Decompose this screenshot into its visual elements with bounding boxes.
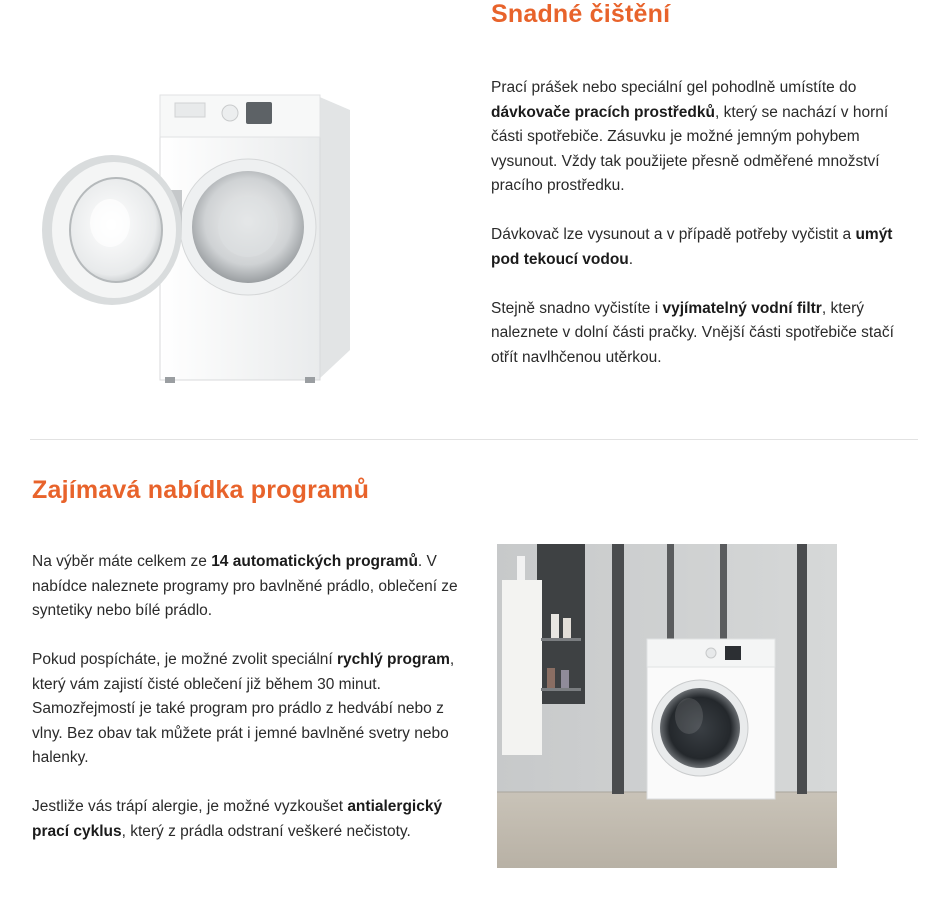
section-body xyxy=(32,550,470,869)
section-title: Zajímavá nabídka programů xyxy=(32,476,370,504)
section-title: Snadné čištění xyxy=(491,0,671,28)
easy-cleaning-section xyxy=(0,0,939,440)
paragraph: Pokud pospícháte, je možné zvolit speciální rychlý program, který vám zajistí čisté oblečení již během 30 minut. Samozřejmostí je také program pro prádlo z hedvábí nebo z vlny. Bez obav tak můžete prát i jemné bavlněné svetry nebo halenky. xyxy=(32,651,455,766)
paragraph: Dávkovač lze vysunout a v případě potřeby vyčistit a umýt pod tekoucí vodou. xyxy=(491,226,893,268)
washing-machine-room-image xyxy=(497,544,837,868)
paragraph: Na výběr máte celkem ze 14 automatických programů. V nabídce naleznete programy pro bavlněné prádlo, oblečení ze syntetiky nebo bílé prádlo. xyxy=(32,553,458,619)
paragraph: Stejně snadno vyčistíte i vyjímatelný vodní filtr, který naleznete v dolní části pračky. Vnější části spotřebiče stačí otřít navlhčenou utěrkou. xyxy=(491,299,894,366)
paragraph: Jestliže vás trápí alergie, je možné vyzkoušet antialergický prací cyklus, který z prádla odstraní veškeré nečistoty. xyxy=(32,798,443,840)
paragraph: Prací prášek nebo speciální gel pohodlně umístíte do dávkovače pracích prostředků, který se nachází v horní části spotřebiče. Zásuvku je možné jemným pohybem vysunout. Vždy tak použijete přesně odměřené množství pracího prostředku. xyxy=(491,79,889,194)
washing-machine-open-door-image xyxy=(40,85,380,385)
programs-section xyxy=(0,440,939,897)
section-body xyxy=(491,76,916,395)
